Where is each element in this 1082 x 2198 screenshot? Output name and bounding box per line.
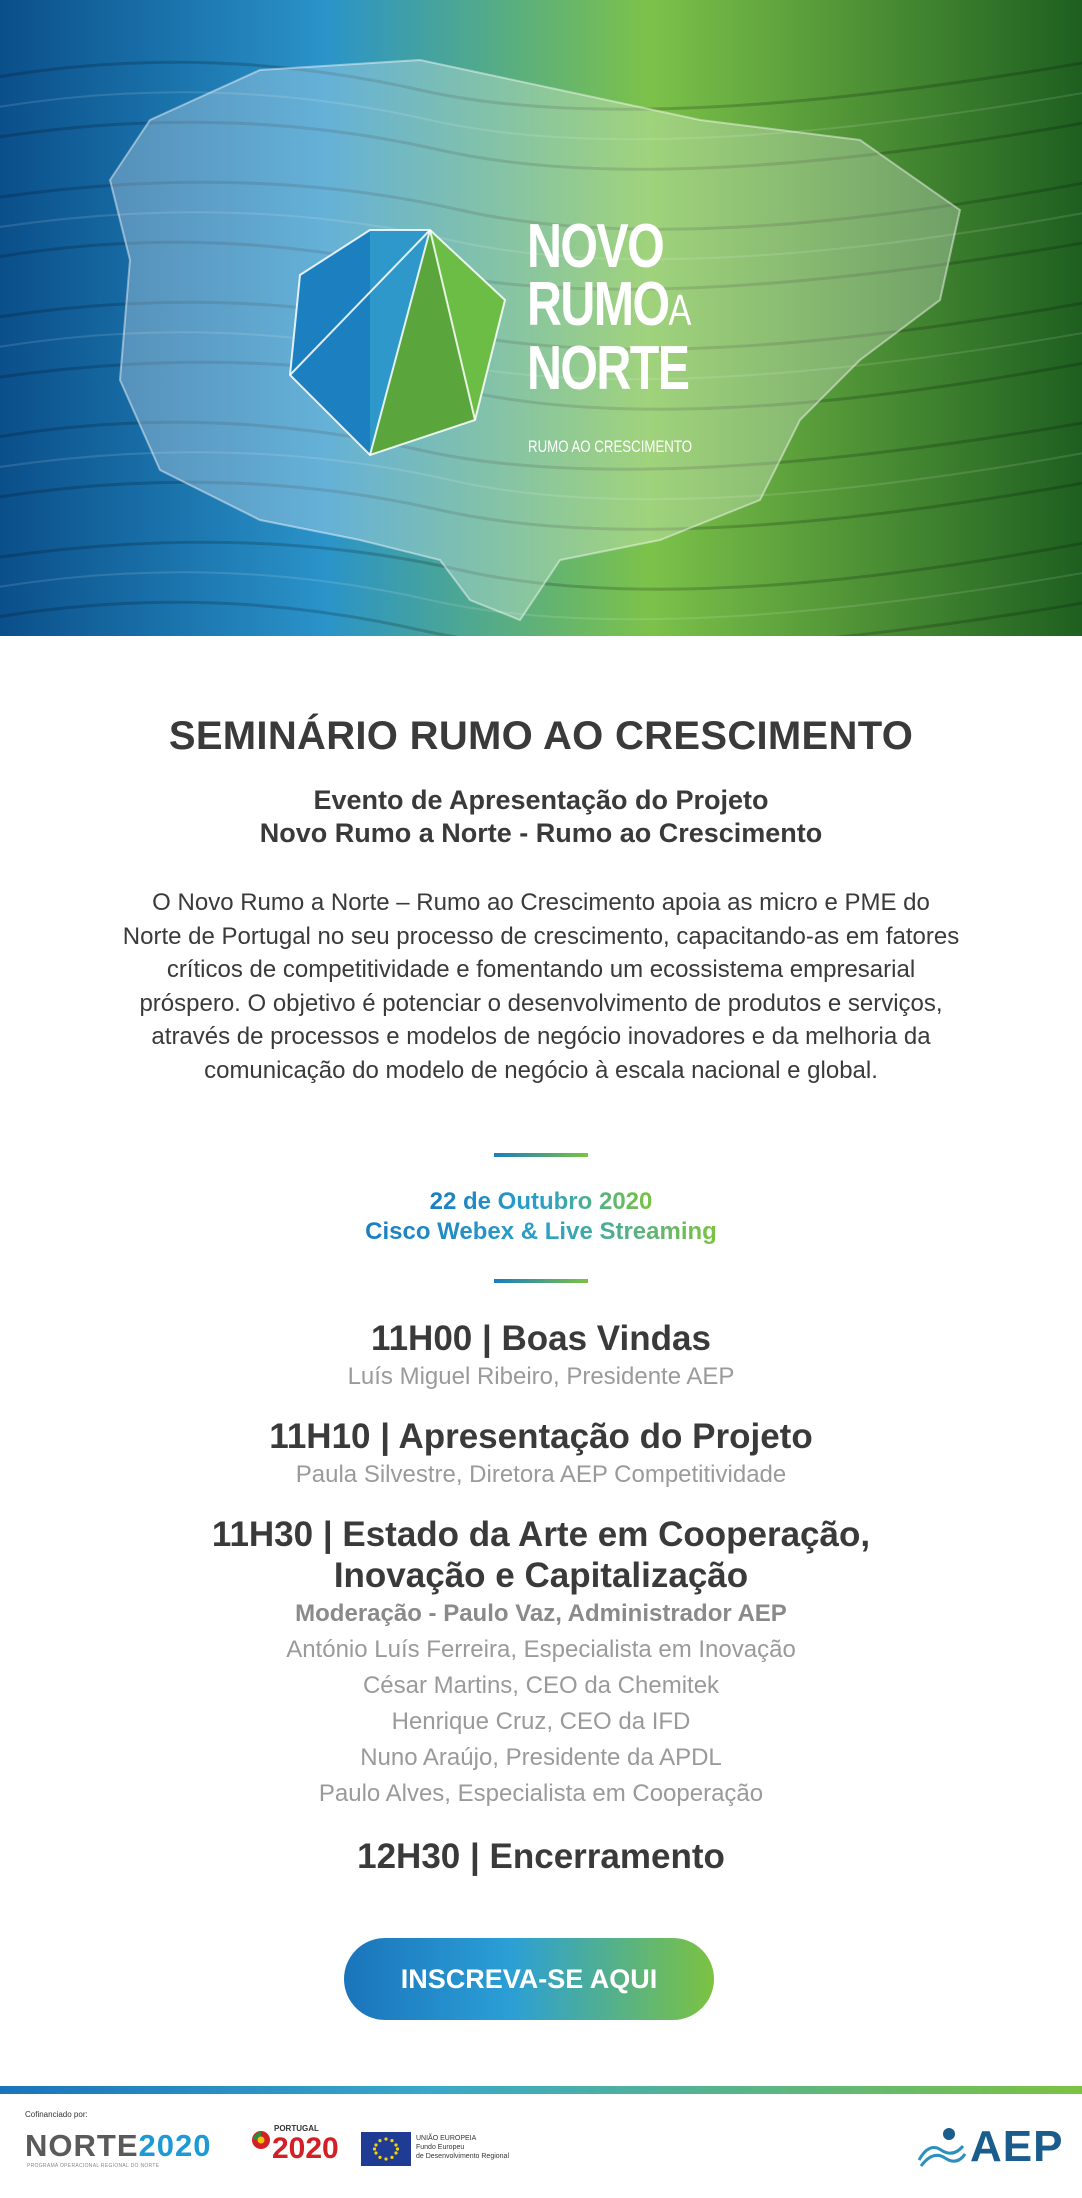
logo-line-novo: NOVO (527, 212, 664, 281)
event-description: O Novo Rumo a Norte – Rumo ao Crescimento apoia as micro e PME do Norte de Portugal no seu processo de crescimento, capacitando-as em fatores críticos de competitividade e fomentando um ecossistema empresarial próspero. O objetivo é potenciar o desenvolvimento de produtos e serviços, através de processos e modelos de negócio inovadores e da melhoria da comunicação do modelo de negócio à escala nacional e global. (122, 889, 960, 1084)
agenda-speaker: Paulo Alves, Especialista em Cooperação (318, 1780, 764, 1807)
agenda-moderator: Moderação - Paulo Vaz, Administrador AEP (295, 1600, 787, 1627)
subtitle-line-1: Evento de Apresentação do Projeto (313, 785, 769, 815)
agenda-speaker: Paula Silvestre, Diretora AEP Competitividade (295, 1461, 787, 1488)
agenda-title-line-2: Inovação e Capitalização (333, 1556, 749, 1595)
agenda-title: 11H00 | Boas Vindas (371, 1319, 711, 1358)
agenda-speaker: António Luís Ferreira, Especialista em Inovação (286, 1636, 796, 1663)
aep-logo-text: AEP (970, 2122, 1064, 2171)
agenda-title: 12H30 | Encerramento (357, 1837, 725, 1876)
portugal2020-label: PORTUGAL (274, 2124, 319, 2133)
portugal2020-emblem-icon (250, 2124, 272, 2154)
event-subtitle (0, 784, 1082, 850)
portugal2020-year: 2020 (272, 2132, 339, 2165)
agenda-speaker: Nuno Araújo, Presidente da APDL (360, 1744, 722, 1771)
agenda-item (0, 1416, 1082, 1493)
event-date: 22 de Outubro 2020 (429, 1188, 653, 1215)
agenda-speaker: Henrique Cruz, CEO da IFD (391, 1708, 691, 1735)
aep-logo-icon (915, 2120, 967, 2170)
logo-line-norte: NORTE (527, 334, 689, 403)
footer (0, 2094, 1082, 2198)
agenda-item (0, 1318, 1082, 1395)
norte2020-subtitle: PROGRAMA OPERACIONAL REGIONAL DO NORTE (27, 2163, 160, 2169)
page-title: SEMINÁRIO RUMO AO CRESCIMENTO (168, 714, 914, 758)
hero-logo-text (527, 212, 690, 403)
footer-gradient-bar (0, 2086, 1082, 2094)
agenda-title-line-1: 11H30 | Estado da Arte em Cooperação, (211, 1515, 871, 1554)
hero-logo-tagline: RUMO AO CRESCIMENTO (528, 437, 693, 456)
agenda-speaker: Luís Miguel Ribeiro, Presidente AEP (347, 1363, 735, 1390)
logo-line-rumo: RUMOA (527, 270, 690, 339)
hero-banner (0, 0, 1082, 636)
norte2020-logo: NORTE2020 (25, 2128, 212, 2163)
agenda-title: 11H10 | Apresentação do Projeto (269, 1417, 813, 1456)
eu-flag-icon (361, 2132, 411, 2166)
register-button[interactable]: INSCREVA-SE AQUI (344, 1938, 714, 2020)
subtitle-line-2: Novo Rumo a Norte - Rumo ao Crescimento (259, 818, 823, 848)
event-info (0, 1187, 1082, 1247)
divider-bottom (494, 1279, 588, 1283)
divider-top (494, 1153, 588, 1157)
cofinanced-label: Cofinanciado por: (25, 2110, 88, 2119)
agenda-item (0, 1514, 1082, 1812)
agenda-item (0, 1836, 1082, 1877)
event-platform: Cisco Webex & Live Streaming (365, 1218, 717, 1245)
eu-fund-label: UNIÃO EUROPEIA Fundo Europeu de Desenvolvimento Regional (416, 2135, 509, 2160)
agenda-speaker: César Martins, CEO da Chemitek (362, 1672, 720, 1699)
